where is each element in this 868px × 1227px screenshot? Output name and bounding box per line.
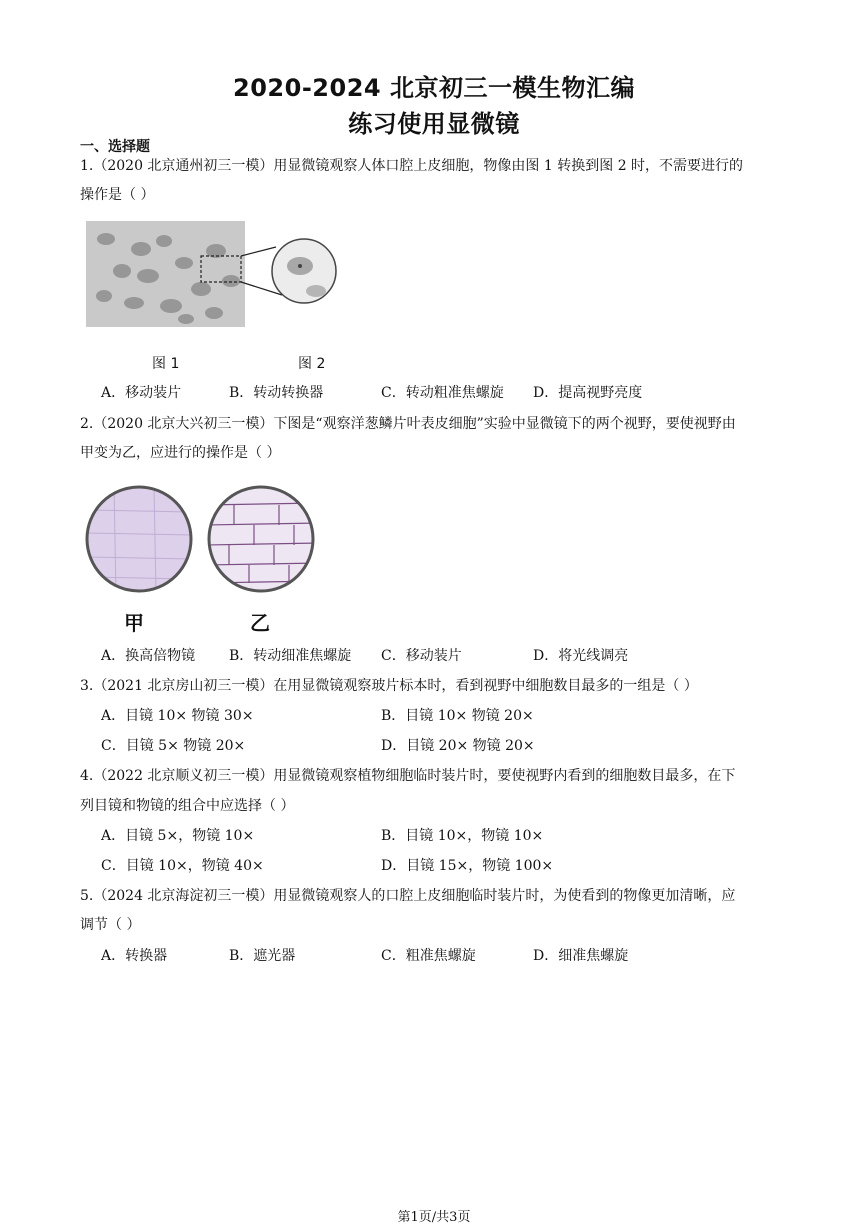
figure-2-label: 图 2: [298, 356, 326, 372]
question-1-text: 1.（2020 北京通州初三一模）用显微镜观察人体口腔上皮细胞，物像由图 1 转换到图 2 时，不需要进行的: [80, 158, 744, 174]
question-5-text: 5.（2024 北京海淀初三一模）用显微镜观察人的口腔上皮细胞临时装片时，为使看到的物像更加清晰，应: [80, 888, 736, 904]
q5-option-c[interactable]: C．粗准焦螺旋: [381, 948, 476, 964]
question-5-text-cont: 调节（ ）: [80, 917, 141, 933]
figure-1-label: 图 1: [152, 356, 180, 372]
question-3-text: 3.（2021 北京房山初三一模）在用显微镜观察玻片标本时，看到视野中细胞数目最多的一组是（ ）: [80, 678, 698, 694]
q3-option-c[interactable]: C．目镜 5× 物镜 20×: [101, 738, 246, 754]
q1-option-d[interactable]: D．提高视野亮度: [533, 385, 643, 401]
q1-option-a[interactable]: A．移动装片: [101, 385, 182, 401]
figure-1-cheek-cells: [86, 221, 346, 331]
document-title: 2020-2024 北京初三一模生物汇编: [233, 74, 635, 102]
page-footer: 第1页/共3页: [397, 1210, 471, 1225]
q2-option-c[interactable]: C．移动装片: [381, 648, 462, 664]
document-subtitle: 练习使用显微镜: [348, 110, 520, 138]
figure-onion-views: [84, 485, 319, 595]
q2-option-a[interactable]: A．换高倍物镜: [101, 648, 196, 664]
question-1-text-cont: 操作是（ ）: [80, 187, 155, 203]
q3-option-b[interactable]: B．目镜 10× 物镜 20×: [381, 708, 534, 724]
q5-option-b[interactable]: B．遮光器: [229, 948, 296, 964]
q3-option-a[interactable]: A．目镜 10× 物镜 30×: [101, 708, 254, 724]
section-heading: 一、选择题: [80, 139, 150, 155]
q5-option-d[interactable]: D．细准焦螺旋: [533, 948, 629, 964]
q5-option-a[interactable]: A．转换器: [101, 948, 168, 964]
question-2-text: 2.（2020 北京大兴初三一模）下图是“观察洋葱鳞片叶表皮细胞”实验中显微镜下的两个视野，要使视野由: [80, 416, 736, 432]
q1-option-b[interactable]: B．转动转换器: [229, 385, 324, 401]
figure-jia-label: 甲: [124, 611, 144, 635]
question-4-text-cont: 列目镜和物镜的组合中应选择（ ）: [80, 798, 295, 814]
q1-option-c[interactable]: C．转动粗准焦螺旋: [381, 385, 504, 401]
q2-option-b[interactable]: B．转动细准焦螺旋: [229, 648, 352, 664]
q4-option-a[interactable]: A．目镜 5×，物镜 10×: [101, 828, 255, 844]
q4-option-b[interactable]: B．目镜 10×，物镜 10×: [381, 828, 544, 844]
q4-option-d[interactable]: D．目镜 15×，物镜 100×: [381, 858, 554, 874]
question-4-text: 4.（2022 北京顺义初三一模）用显微镜观察植物细胞临时装片时，要使视野内看到的细胞数目最多，在下: [80, 768, 736, 784]
q4-option-c[interactable]: C．目镜 10×，物镜 40×: [101, 858, 264, 874]
question-2-text-cont: 甲变为乙，应进行的操作是（ ）: [80, 445, 281, 461]
q2-option-d[interactable]: D．将光线调亮: [533, 648, 629, 664]
q3-option-d[interactable]: D．目镜 20× 物镜 20×: [381, 738, 535, 754]
figure-yi-label: 乙: [250, 611, 270, 635]
